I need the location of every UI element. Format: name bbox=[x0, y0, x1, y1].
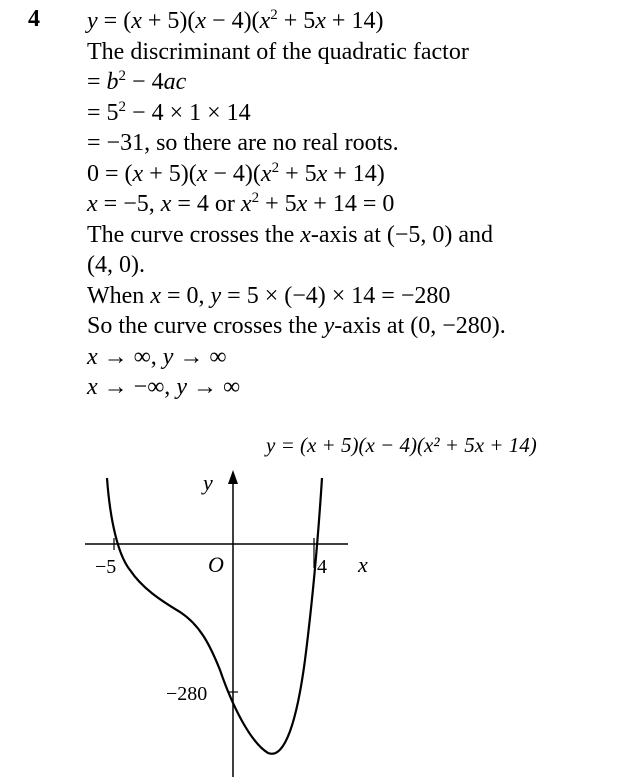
question-number: 4 bbox=[28, 6, 40, 32]
solution-text bbox=[87, 6, 506, 403]
solution-line-2: The discriminant of the quadratic factor bbox=[87, 38, 469, 65]
solution-line-9: (4, 0). bbox=[87, 252, 145, 278]
solution-line-10: When x = 0, y = 5 × (−4) × 14 = −280 bbox=[87, 282, 451, 309]
origin-label: O bbox=[208, 552, 224, 577]
solution-line-13: x → −∞, y → ∞ bbox=[87, 374, 241, 400]
curve-sketch bbox=[0, 420, 640, 777]
x-axis-label: x bbox=[358, 552, 368, 577]
y-intercept-label: −280 bbox=[166, 683, 208, 705]
solution-line-5: = −31, so there are no real roots. bbox=[87, 130, 399, 156]
solution-line-7: x = −5, x = 4 or $x^2 + 5x + 14 = 0$ bbox=[87, 190, 395, 217]
solution-line-11: So the curve crosses the y-axis at (0, −280). bbox=[87, 313, 506, 339]
solution-line-8: The curve crosses the x-axis at (−5, 0) and bbox=[87, 221, 494, 248]
solution-line-12: x → ∞, y → ∞ bbox=[87, 343, 227, 370]
solution-line-1: $y = (x + 5)(x - 4)(x^2 + 5x + 14)$ bbox=[87, 7, 384, 34]
x-intercept-right-label: 4 bbox=[317, 556, 327, 578]
y-axis-label: y bbox=[203, 470, 213, 495]
solution-line-4: = $5^2 - 4 \times 1 \times 14$ bbox=[87, 98, 251, 126]
solution-line-6: $0 = (x + 5)(x - 4)(x^2 + 5x + 14)$ bbox=[87, 159, 385, 187]
equation-label: y = (x + 5)(x − 4)(x² + 5x + 14) bbox=[266, 433, 537, 457]
y-axis-arrow-icon bbox=[228, 470, 238, 484]
x-intercept-left-label: −5 bbox=[95, 556, 117, 578]
solution-line-3: = $b^2 - 4ac$ bbox=[87, 68, 187, 95]
cubic-quartic-curve bbox=[107, 478, 322, 754]
